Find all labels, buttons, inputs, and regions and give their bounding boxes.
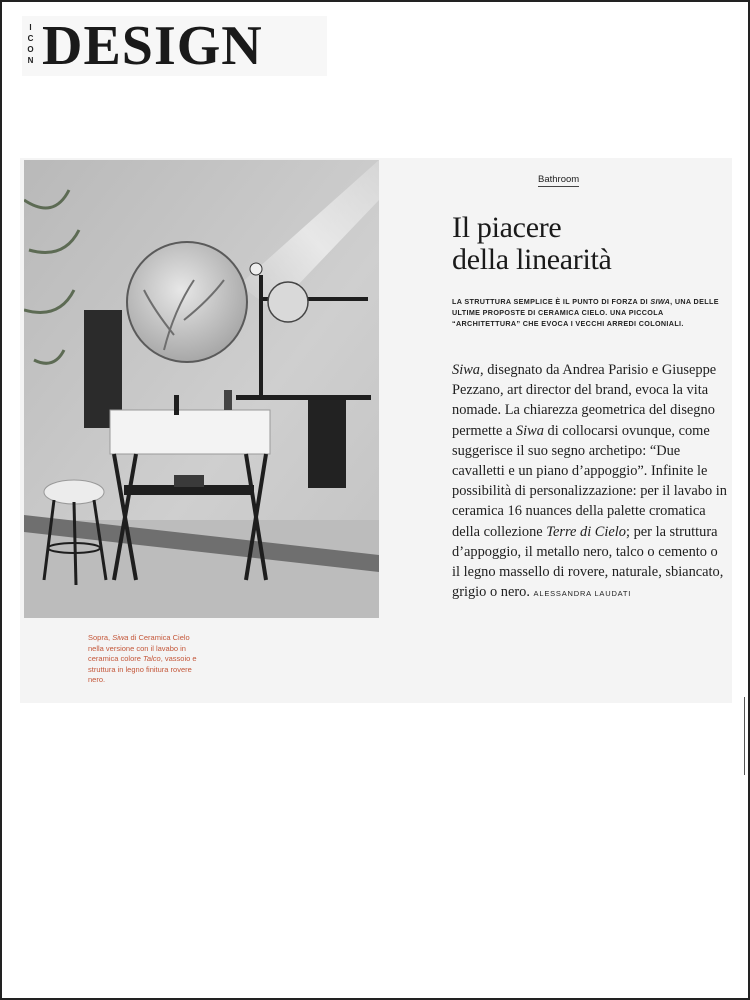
washbasin xyxy=(110,410,270,454)
body-segment-italic: Siwa xyxy=(452,362,480,378)
lead-segment: , UNA DELLE ULTIME PROPOSTE DI CERAMICA CIELO. UNA PICCOLA “ARCHITETTURA” CHE EVOCA I VECCHI ARREDI COLONIALI. xyxy=(452,297,719,328)
caption-segment-italic: Siwa xyxy=(112,633,129,642)
body-segment-italic: Terre di Cielo xyxy=(546,523,626,540)
headline-line: Il piacere xyxy=(452,211,562,244)
body-segment: ; per la struttura d’appoggio, il metallo nero, talco o cemento o il legno massello di rovere, naturale, sbiancato, grigio o nero. xyxy=(452,523,724,601)
photo-caption xyxy=(88,633,198,686)
prefix-letter: N xyxy=(27,56,35,65)
rail-vertical xyxy=(259,275,263,395)
article-body xyxy=(452,360,728,604)
headline-line: della linearità xyxy=(452,243,612,276)
lead-segment-italic: SIWA xyxy=(650,297,671,306)
masthead xyxy=(22,16,327,76)
article-author: ALESSANDRA LAUDATI xyxy=(533,589,632,599)
section-label: Bathroom xyxy=(538,174,580,185)
article-lead xyxy=(452,296,727,329)
masthead-title: DESIGN xyxy=(42,15,263,77)
prefix-letter: I xyxy=(29,23,33,32)
soap-bottle xyxy=(224,390,232,410)
wall-lamp xyxy=(250,263,262,275)
lead-segment: LA STRUTTURA SEMPLICE È IL PUNTO DI FORZA DI xyxy=(452,297,651,306)
caption-segment: di Ceramica Cielo nella versione con il lavabo in ceramica colore xyxy=(88,633,190,663)
towel xyxy=(308,400,346,488)
product-photo xyxy=(24,160,379,618)
body-segment: di collocarsi ovunque, come suggerisce il suo segno archetipo: “Due cavalletti e un piano d’appoggio”. Infinite le possibilità di personalizzazione: per il lavabo in ceramica 16 nuances della palette cromatica della collezione xyxy=(452,422,727,540)
round-mirror xyxy=(127,242,247,362)
shelf xyxy=(236,395,371,400)
prefix-letter: C xyxy=(27,34,35,43)
caption-segment: , vassoio e struttura in legno finitura rovere nero. xyxy=(88,654,197,684)
body-segment-italic: Siwa xyxy=(515,422,544,439)
article-headline xyxy=(452,212,722,276)
body-segment: , disegnato da Andrea Parisio e Giuseppe Pezzano, art director del brand, evoca la vita nomade. La chiarezza geometrica del disegno permette a xyxy=(452,362,717,439)
prefix-letter: O xyxy=(27,45,35,54)
faucet xyxy=(174,395,179,415)
caption-segment: Sopra, xyxy=(88,633,113,642)
caption-segment-italic: Talco xyxy=(143,654,161,663)
small-mirror xyxy=(268,282,308,322)
scan-edge-line xyxy=(744,697,745,775)
folded-towels xyxy=(174,475,204,487)
masthead-prefix xyxy=(26,22,36,66)
